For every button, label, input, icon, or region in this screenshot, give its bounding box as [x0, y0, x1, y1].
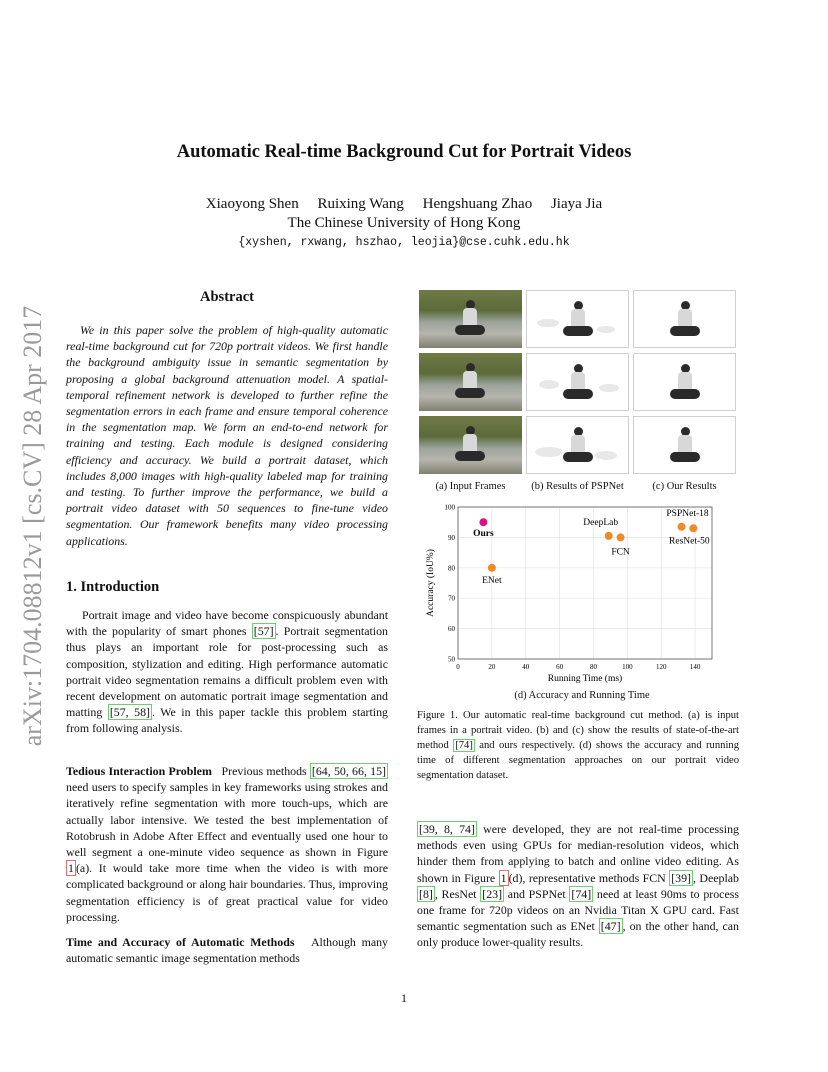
portrait-subject	[461, 363, 479, 403]
right-column-paragraph	[417, 821, 739, 951]
accuracy-vs-runtime-chart	[417, 500, 739, 688]
text-run: (a). It would take more time when the video is with more complicated background or along hair boundaries. Thus, improving segmentation efficiency is of great practical value for video processing.	[66, 861, 388, 924]
portrait-subject	[569, 301, 587, 341]
text-run: need users to specify samples in key frameworks using strokes and iteratively refine segmentation with more touch-ups, which are actually labor intensive. We tested the best implementation of Rotobrush in Adobe After Effect and eventually used one hour to well segment a one-minute video sequence as shown in Figure	[66, 780, 388, 860]
data-point-pspnet-18	[678, 523, 686, 531]
x-tick-label: 20	[488, 663, 496, 671]
text-run: , Deeplab	[693, 870, 740, 885]
affiliation: The Chinese University of Hong Kong	[287, 215, 521, 231]
tedious-interaction-paragraph	[66, 763, 388, 925]
figure-sublabel-b: (b) Results of PSPNet	[531, 481, 624, 492]
figure-sublabel-c: (c) Our Results	[652, 481, 717, 492]
x-tick-label: 100	[622, 663, 633, 671]
citation-link[interactable]: [64, 50, 66, 15]	[311, 764, 386, 778]
text-run: and ours respectively. (d) shows the accuracy and running time of different segmentation approaches on our portrait video segmentation dataset.	[417, 740, 739, 781]
figure-reference-link[interactable]: 1	[500, 870, 507, 885]
y-tick-label: 50	[448, 655, 455, 664]
text-run: . We in this paper tackle this problem starting from following analysis.	[66, 705, 388, 736]
data-point-enet	[488, 564, 496, 572]
y-tick-label: 60	[448, 625, 455, 634]
x-tick-label: 40	[522, 663, 530, 671]
run-in-heading: Time and Accuracy of Automatic Methods	[66, 935, 295, 949]
data-point-fcn	[617, 533, 625, 541]
input-frame-photo	[419, 290, 522, 348]
pspnet-result-photo	[526, 353, 629, 411]
segmentation-artifact	[595, 451, 617, 460]
pspnet-result-photo	[526, 416, 629, 474]
text-run: need at least 90ms to process one frame for 720p videos on an Nvidia Titan X GPU card. Fast semantic segmentation such as ENet	[417, 886, 739, 934]
x-tick-label: 140	[689, 663, 701, 671]
text-run: Portrait image and video have become conspicuously abundant with the popularity of smart phones	[66, 608, 388, 639]
abstract-text: We in this paper solve the problem of high-quality automatic real-time background cut for 720p portrait videos. We first handle the background ambiguity issue in semantic segmentation by proposing a global background attenuation model. A spatial-temporal refinement network is developed to further refine the segmentation errors in each frame and ensure temporal coherence in the segmentation map. We form an end-to-end network for training and testing. Each module is designed considering efficiency and accuracy. We build a portrait dataset, which includes 8,000 images with high-quality labeled map for training and testing. To further improve the performance, we build a portrait video dataset with 50 sequences to fine-tune video segmentation. Our framework benefits many video processing applications.	[66, 323, 388, 548]
text-run: Although many automatic semantic image segmentation methods	[66, 935, 391, 966]
figure-sublabel-a: (a) Input Frames	[435, 481, 506, 492]
y-tick-label: 90	[448, 533, 455, 542]
y-axis-label: Accuracy (IoU%)	[426, 549, 436, 617]
figure-1-caption	[417, 708, 739, 783]
text-run: were developed, they are not real-time processing methods even using GPUs for median-resolution videos, which hinder them from applying to batch and online video editing. As shown in Figure	[417, 822, 739, 885]
our-result-photo	[633, 416, 736, 474]
x-axis-label: Running Time (ms)	[547, 674, 623, 684]
point-label: ENet	[482, 575, 502, 586]
data-point-deeplab	[605, 532, 613, 540]
citation-link[interactable]: [74]	[455, 740, 473, 751]
y-tick-label: 80	[448, 564, 455, 573]
text-run: and PSPNet	[504, 886, 570, 901]
portrait-subject	[569, 364, 587, 404]
pspnet-result-photo	[526, 290, 629, 348]
run-in-heading: Tedious Interaction Problem	[66, 764, 212, 778]
our-result-photo	[633, 290, 736, 348]
text-run: . Portrait segmentation thus plays an important role for post-processing such as composition, stylization and editing. High performance automatic portrait video segmentation remains a difficult problem even with recent development on automatic portrait image segmentation and matting	[66, 624, 388, 720]
text-run: Figure 1. Our automatic real-time background cut method. (a) is input frames in a portrait video. (b) and (c) show the results of state-of-the-art method	[417, 710, 739, 751]
time-accuracy-paragraph	[66, 934, 391, 966]
portrait-subject	[569, 427, 587, 467]
segmentation-artifact	[539, 380, 559, 389]
portrait-subject	[676, 427, 694, 467]
citation-link[interactable]: [57]	[253, 624, 274, 639]
citation-link[interactable]: [47]	[600, 919, 621, 934]
chart-points	[473, 509, 710, 586]
data-point-resnet-50	[689, 524, 697, 532]
text-run: , on the other hand, can only produce lower-quality results.	[417, 919, 739, 950]
segmentation-artifact	[597, 326, 615, 333]
portrait-subject	[461, 300, 479, 340]
section-heading-introduction: 1. Introduction	[66, 579, 160, 595]
citation-link[interactable]: [39]	[671, 870, 691, 885]
y-tick-label: 70	[448, 594, 455, 603]
citation-link[interactable]: [8]	[419, 886, 433, 901]
intro-paragraph	[66, 607, 388, 737]
text-run: , ResNet	[434, 886, 481, 901]
figure-reference-link[interactable]: 1	[68, 861, 74, 876]
author-emails: {xyshen, rxwang, hszhao, leojia}@cse.cuhk.edu.hk	[238, 236, 570, 249]
abstract-heading: Abstract	[200, 289, 254, 305]
point-label: ResNet-50	[669, 536, 710, 547]
point-label: DeepLab	[583, 517, 619, 528]
authors: Xiaoyong Shen Ruixing Wang Hengshuang Zhao Jiaya Jia	[205, 196, 603, 212]
point-label: Ours	[473, 529, 494, 540]
data-point-ours	[479, 518, 487, 526]
text-run: (d), representative methods FCN	[508, 870, 670, 885]
citation-link[interactable]: [74]	[571, 886, 592, 901]
citation-link[interactable]: [57, 58]	[109, 705, 150, 720]
segmentation-artifact	[535, 447, 563, 457]
input-frame-photo	[419, 353, 522, 411]
y-tick-label: 100	[444, 503, 455, 512]
x-tick-label: 0	[456, 663, 460, 671]
citation-link[interactable]: [39, 8, 74]	[419, 822, 475, 836]
input-frame-photo	[419, 416, 522, 474]
point-label: FCN	[611, 547, 630, 558]
our-result-photo	[633, 353, 736, 411]
x-tick-label: 60	[556, 663, 564, 671]
page-number: 1	[401, 991, 407, 1005]
x-tick-label: 80	[589, 663, 597, 671]
paper-title: Automatic Real-time Background Cut for Portrait Videos	[176, 142, 632, 162]
portrait-subject	[461, 426, 479, 466]
portrait-subject	[676, 301, 694, 341]
segmentation-artifact	[599, 384, 619, 392]
arxiv-stamp: arXiv:1704.08812v1 [cs.CV] 28 Apr 2017	[18, 305, 47, 747]
segmentation-artifact	[537, 319, 559, 327]
x-tick-label: 120	[655, 663, 667, 671]
portrait-subject	[676, 364, 694, 404]
point-label: PSPNet-18	[666, 508, 709, 519]
figure-sublabel-d: (d) Accuracy and Running Time	[514, 690, 650, 701]
citation-link[interactable]: [23]	[482, 886, 503, 901]
text-run: Previous methods	[211, 764, 310, 778]
